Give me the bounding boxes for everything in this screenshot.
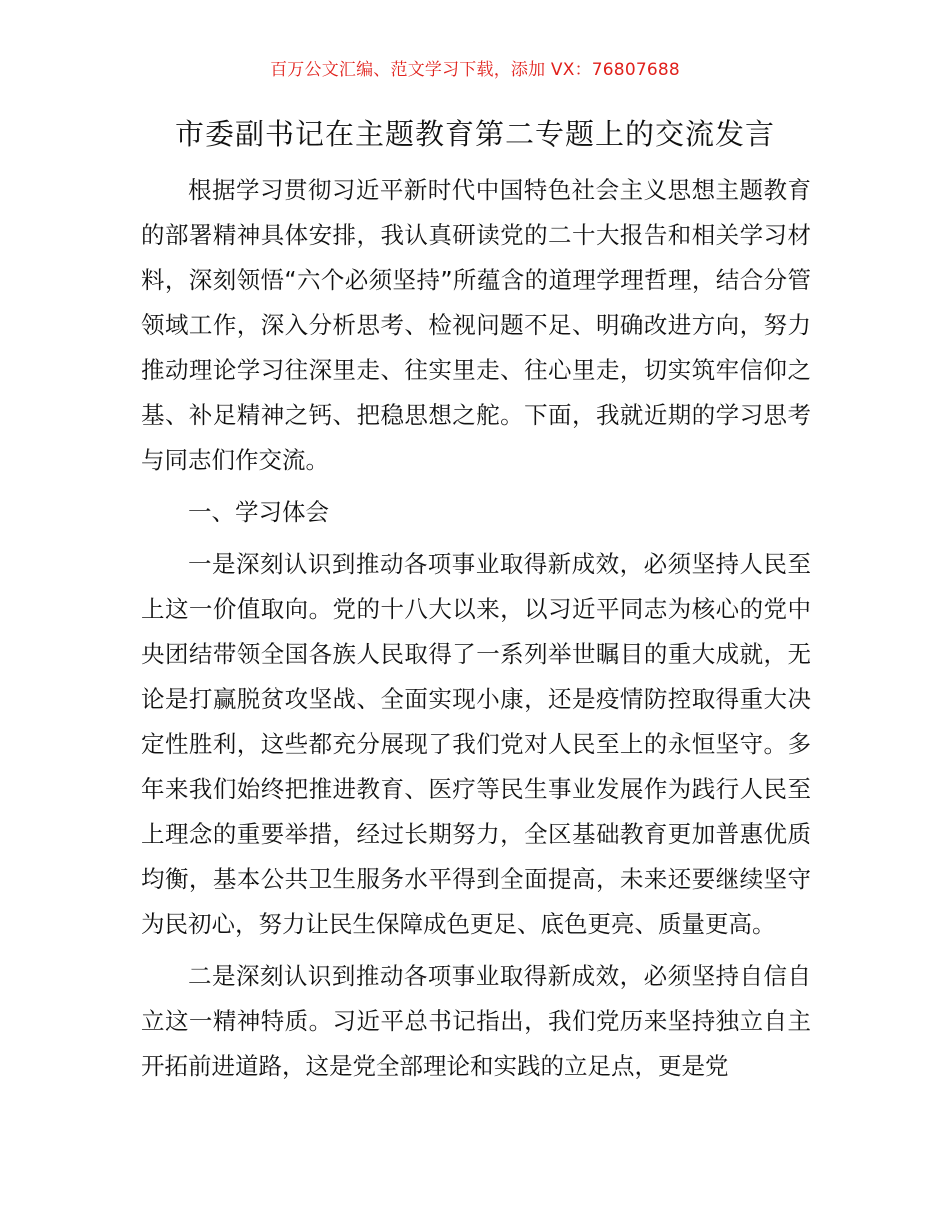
page-title: 市委副书记在主题教育第二专题上的交流发言	[174, 117, 775, 151]
body-paragraph: 二是深刻认识到推动各项事业取得新成效，必须坚持自信自立这一精神特质。习近平总书记指出，我们党历来坚持独立自主开拓前进道路，这是党全部理论和实践的立足点，更是党	[141, 962, 811, 1080]
section-heading: 一、学习体会	[188, 498, 329, 526]
document-body	[141, 168, 811, 1089]
intro-paragraph: 根据学习贯彻习近平新时代中国特色社会主义思想主题教育的部署精神具体安排，我认真研读党的二十大报告和相关学习材料，深刻领悟“六个必须坚持”所蕴含的道理学理哲理，结合分管领域工作，深入分析思考、检视问题不足、明确改进方向，努力推动理论学习往深里走、往实里走、往心里走，切实筑牢信仰之基、补足精神之钙、把稳思想之舵。下面，我就近期的学习思考与同志们作交流。	[141, 176, 811, 474]
body-paragraph: 一是深刻认识到推动各项事业取得新成效，必须坚持人民至上这一价值取向。党的十八大以来，以习近平同志为核心的党中央团结带领全国各族人民取得了一系列举世瞩目的重大成就，无论是打赢脱贫攻坚战、全面实现小康，还是疫情防控取得重大决定性胜利，这些都充分展现了我们党对人民至上的永恒坚守。多年来我们始终把推进教育、医疗等民生事业发展作为践行人民至上理念的重要举措，经过长期努力，全区基础教育更加普惠优质均衡，基本公共卫生服务水平得到全面提高，未来还要继续坚守为民初心，努力让民生保障成色更足、底色更亮、质量更高。	[141, 550, 811, 938]
header-note: 百万公文汇编、范文学习下载，添加 VX：76807688	[270, 60, 680, 80]
